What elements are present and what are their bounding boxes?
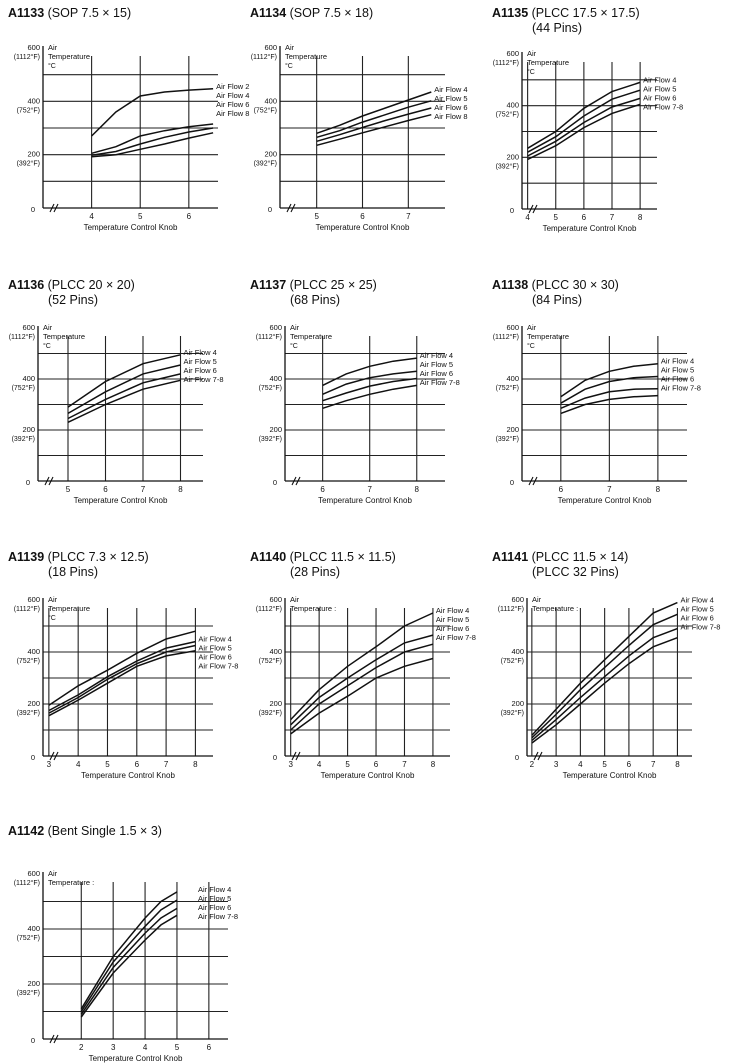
x-tick-label: 4: [316, 760, 322, 769]
series-label: Air Flow 5: [643, 84, 677, 94]
x-tick-label: 5: [553, 213, 558, 222]
chart-title-text: (PLCC 30 × 30): [528, 278, 619, 292]
chart-subtitle: (18 Pins): [48, 565, 99, 579]
chart-subtitle: (68 Pins): [290, 293, 341, 307]
series-label: Air Flow 6: [183, 365, 217, 375]
x-tick-label: 2: [79, 1043, 84, 1052]
chart-a1142: [8, 824, 248, 1064]
y-tick-label: 200: [506, 425, 519, 434]
x-axis-title: Temperature Control Knob: [542, 224, 637, 233]
y-tick-sublabel: (752°F): [495, 111, 519, 119]
chart-svg: [8, 550, 248, 790]
series-label: Air Flow 4: [680, 595, 714, 605]
y-axis-title: Temperature: [48, 52, 91, 61]
x-tick-label: 6: [320, 485, 325, 494]
y-tick-sublabel: (392°F): [11, 436, 35, 443]
x-tick-label: 8: [193, 760, 198, 769]
y-tick-sublabel: (752°F): [253, 107, 277, 115]
x-tick-label: 6: [581, 213, 587, 222]
chart-subtitle: (44 Pins): [532, 21, 583, 35]
chart-svg: [492, 6, 730, 246]
x-tick-label: 3: [288, 760, 293, 769]
chart-code: A1141: [492, 550, 529, 564]
y-tick-sublabel: (1112°F): [13, 54, 40, 61]
y-axis-unit: °C: [48, 615, 56, 622]
x-tick-label: 6: [558, 485, 564, 494]
chart-code: A1137: [250, 278, 287, 292]
x-axis-title: Temperature Control Knob: [88, 1054, 183, 1063]
series-line-air-flow-7-8: [49, 651, 196, 716]
y-tick-label: 600: [269, 323, 282, 332]
series-label: Air Flow 6: [434, 103, 468, 112]
y-tick-sublabel: (1112°F): [497, 606, 524, 613]
y-tick-sublabel: (392°F): [253, 160, 277, 168]
chart-title-text: (PLCC 11.5 × 14): [528, 550, 629, 564]
y-tick-sublabel: (752°F): [16, 658, 40, 665]
y-axis-title: Temperature: [43, 332, 86, 341]
series-label: Air Flow 2: [216, 81, 250, 91]
y-tick-sublabel: (392°F): [500, 710, 524, 717]
y-axis-unit: °C: [43, 343, 51, 350]
x-tick-label: 7: [140, 485, 146, 494]
y-axis-title: Air: [532, 595, 542, 604]
y-axis-title: Temperature :: [532, 604, 579, 613]
x-axis-title: Temperature Control Knob: [318, 496, 412, 505]
y-axis-title: Air: [48, 43, 58, 52]
x-tick-label: 5: [174, 1043, 180, 1052]
y-tick-sublabel: (752°F): [16, 107, 40, 115]
chart-a1136: [8, 278, 248, 518]
chart-code: A1139: [8, 550, 45, 564]
y-tick-label: 200: [506, 152, 519, 162]
y-zero-label: 0: [30, 1036, 35, 1045]
series-label: Air Flow 4: [183, 347, 217, 357]
series-label: Air Flow 5: [198, 643, 232, 653]
x-tick-label: 3: [553, 760, 559, 769]
series-label: Air Flow 6: [643, 93, 677, 103]
y-axis-unit: °C: [527, 343, 535, 350]
y-zero-label: 0: [25, 478, 30, 487]
y-tick-label: 200: [264, 149, 277, 159]
y-tick-label: 600: [269, 595, 282, 604]
series-line-air-flow-2: [92, 89, 214, 136]
y-tick-label: 400: [506, 374, 519, 383]
y-tick-sublabel: (1112°F): [492, 334, 519, 341]
series-label: Air Flow 5: [183, 356, 217, 366]
y-tick-sublabel: (1112°F): [13, 880, 40, 887]
series-label: Air Flow 6: [680, 613, 714, 623]
chart-a1135: [492, 6, 730, 246]
series-line-air-flow-6: [317, 108, 432, 141]
series-label: Air Flow 4: [198, 634, 232, 644]
x-tick-label: 8: [430, 760, 436, 769]
chart-code: A1133: [8, 6, 45, 20]
x-tick-label: 8: [655, 485, 661, 494]
chart-subtitle: (52 Pins): [48, 293, 99, 307]
y-tick-label: 600: [506, 323, 519, 332]
y-tick-sublabel: (752°F): [258, 658, 282, 665]
series-label: Air Flow 4: [435, 606, 470, 615]
series-label: Air Flow 6: [435, 624, 470, 633]
y-tick-label: 400: [269, 374, 282, 383]
y-tick-sublabel: (1112°F): [255, 606, 282, 613]
x-axis-title: Temperature Control Knob: [320, 771, 415, 780]
chart-a1139: [8, 550, 248, 790]
y-axis-title: Air: [48, 595, 58, 604]
y-tick-label: 200: [269, 699, 282, 708]
y-axis-title: Temperature :: [48, 878, 95, 887]
y-tick-label: 200: [22, 425, 35, 434]
y-axis-unit: °C: [290, 343, 298, 350]
x-tick-label: 6: [626, 760, 632, 769]
x-axis-title: Temperature Control Knob: [562, 771, 657, 780]
y-tick-label: 400: [264, 96, 277, 106]
y-tick-label: 200: [269, 425, 282, 434]
series-label: Air Flow 5: [435, 615, 470, 624]
y-tick-label: 600: [511, 595, 524, 604]
x-tick-label: 6: [186, 212, 192, 221]
y-tick-sublabel: (752°F): [11, 385, 35, 392]
series-label: Air Flow 8: [216, 108, 250, 118]
series-label: Air Flow 4: [216, 90, 250, 100]
y-tick-label: 200: [511, 699, 524, 708]
y-tick-sublabel: (392°F): [258, 710, 282, 717]
y-axis-title: Air: [285, 43, 295, 52]
chart-a1137: [250, 278, 490, 518]
y-tick-label: 400: [506, 100, 519, 110]
x-tick-label: 6: [103, 485, 108, 494]
x-tick-label: 7: [609, 213, 615, 222]
y-zero-label: 0: [30, 205, 35, 214]
chart-title-text: (SOP 7.5 × 18): [286, 6, 374, 20]
y-zero-label: 0: [272, 753, 277, 762]
x-tick-label: 4: [578, 760, 583, 769]
series-label: Air Flow 7-8: [680, 622, 721, 632]
series-label: Air Flow 6: [216, 99, 250, 109]
x-tick-label: 2: [529, 760, 535, 769]
series-label: Air Flow 4: [643, 75, 677, 85]
series-label: Air Flow 4: [660, 356, 695, 366]
y-tick-label: 600: [27, 595, 40, 604]
series-label: Air Flow 7-8: [660, 383, 701, 393]
chart-a1140: [250, 550, 490, 790]
x-tick-label: 8: [637, 213, 643, 222]
y-axis-title: Temperature: [285, 52, 328, 61]
chart-title-text: (SOP 7.5 × 15): [44, 6, 132, 20]
y-tick-sublabel: (1112°F): [250, 54, 277, 61]
x-tick-label: 7: [367, 485, 372, 494]
series-label: Air Flow 4: [419, 351, 454, 361]
x-tick-label: 3: [46, 760, 52, 769]
chart-svg: [250, 6, 490, 246]
x-tick-label: 6: [206, 1043, 212, 1052]
chart-subtitle: (28 Pins): [290, 565, 341, 579]
x-tick-label: 3: [110, 1043, 116, 1052]
series-line-air-flow-7-8: [81, 915, 177, 1017]
y-tick-sublabel: (392°F): [495, 163, 519, 171]
chart-svg: [492, 278, 730, 518]
y-tick-sublabel: (1112°F): [8, 334, 35, 341]
y-tick-label: 600: [506, 49, 519, 58]
y-tick-label: 400: [269, 647, 282, 656]
chart-svg: [8, 824, 248, 1064]
y-axis-title: Temperature: [527, 332, 570, 341]
chart-svg: [250, 550, 490, 790]
chart-code: A1135: [492, 6, 529, 20]
y-axis-unit: °C: [48, 63, 56, 70]
chart-code: A1142: [8, 824, 45, 838]
y-axis-title: Air: [43, 323, 53, 332]
y-tick-label: 400: [511, 647, 524, 656]
y-tick-label: 600: [264, 43, 277, 52]
y-axis-title: Temperature: [48, 604, 91, 613]
x-tick-label: 5: [137, 212, 143, 221]
y-tick-label: 600: [22, 323, 35, 332]
series-label: Air Flow 8: [434, 112, 468, 121]
y-tick-sublabel: (1112°F): [492, 60, 519, 67]
x-tick-label: 7: [406, 212, 411, 221]
x-tick-label: 8: [414, 485, 419, 494]
series-label: Air Flow 7-8: [419, 378, 460, 388]
y-tick-label: 400: [22, 374, 35, 383]
y-tick-sublabel: (1112°F): [13, 606, 40, 613]
y-axis-title: Air: [48, 869, 58, 878]
y-zero-label: 0: [30, 753, 35, 762]
x-tick-label: 8: [178, 485, 183, 494]
chart-svg: [492, 550, 730, 790]
chart-svg: [250, 278, 490, 518]
y-tick-sublabel: (752°F): [500, 658, 524, 665]
chart-title-text: (PLCC 11.5 × 11.5): [286, 550, 396, 564]
series-label: Air Flow 5: [198, 893, 232, 903]
x-axis-title: Temperature Control Knob: [83, 223, 178, 232]
chart-title-text: (Bent Single 1.5 × 3): [44, 824, 162, 838]
x-tick-label: 4: [89, 212, 94, 221]
series-label: Air Flow 5: [660, 365, 695, 375]
chart-title-text: (PLCC 25 × 25): [286, 278, 377, 292]
x-tick-label: 5: [65, 485, 71, 494]
chart-a1133: [8, 6, 248, 246]
y-axis-title: Temperature :: [290, 604, 337, 613]
series-line-air-flow-4: [68, 355, 181, 407]
y-zero-label: 0: [509, 478, 514, 487]
chart-code: A1134: [250, 6, 287, 20]
y-tick-sublabel: (392°F): [16, 990, 40, 997]
y-tick-sublabel: (392°F): [258, 436, 282, 443]
x-tick-label: 7: [607, 485, 612, 494]
x-tick-label: 6: [373, 760, 379, 769]
y-axis-title: Temperature: [290, 332, 333, 341]
y-tick-label: 600: [27, 43, 40, 52]
y-tick-sublabel: (752°F): [495, 385, 519, 392]
x-axis-title: Temperature Control Knob: [73, 496, 168, 505]
x-tick-label: 4: [525, 213, 530, 222]
y-tick-sublabel: (392°F): [16, 710, 40, 717]
y-tick-sublabel: (1112°F): [255, 334, 282, 341]
series-label: Air Flow 7-8: [643, 102, 684, 112]
x-tick-label: 7: [650, 760, 656, 769]
x-tick-label: 6: [134, 760, 140, 769]
y-tick-sublabel: (392°F): [16, 160, 40, 168]
y-tick-label: 600: [27, 869, 40, 878]
series-label: Air Flow 4: [198, 884, 232, 894]
y-zero-label: 0: [267, 205, 272, 214]
series-line-air-flow-6: [49, 646, 196, 714]
y-tick-label: 200: [27, 979, 40, 988]
x-tick-label: 5: [345, 760, 350, 769]
x-tick-label: 4: [142, 1043, 148, 1052]
series-label: Air Flow 6: [660, 374, 695, 384]
chart-title-text: (PLCC 7.3 × 12.5): [44, 550, 149, 564]
x-tick-label: 4: [75, 760, 81, 769]
chart-title-text: (PLCC 17.5 × 17.5): [528, 6, 640, 20]
series-line-air-flow-7-8: [68, 380, 181, 422]
y-tick-label: 400: [27, 647, 40, 656]
x-axis-title: Temperature Control Knob: [81, 771, 175, 780]
x-tick-label: 5: [602, 760, 607, 769]
y-zero-label: 0: [514, 753, 519, 762]
chart-svg: [8, 278, 248, 518]
chart-subtitle: (84 Pins): [532, 293, 583, 307]
y-tick-label: 200: [27, 699, 40, 708]
chart-title-text: (PLCC 20 × 20): [44, 278, 135, 292]
chart-a1141: [492, 550, 730, 790]
x-tick-label: 6: [360, 212, 365, 221]
series-label: Air Flow 7-8: [435, 633, 476, 642]
series-line-air-flow-6: [92, 128, 214, 155]
series-label: Air Flow 6: [419, 369, 454, 379]
series-label: Air Flow 5: [434, 94, 468, 103]
y-axis-title: Temperature: [527, 58, 570, 67]
series-label: Air Flow 6: [198, 652, 232, 662]
series-line-air-flow-8: [317, 115, 432, 146]
x-tick-label: 5: [314, 212, 319, 221]
y-axis-title: Air: [527, 49, 537, 58]
series-label: Air Flow 4: [434, 85, 468, 94]
y-axis-unit: °C: [527, 69, 535, 76]
series-label: Air Flow 7-8: [183, 374, 224, 384]
chart-code: A1140: [250, 550, 287, 564]
y-axis-title: Air: [290, 595, 300, 604]
x-tick-label: 7: [402, 760, 407, 769]
chart-code: A1138: [492, 278, 529, 292]
x-tick-label: 8: [675, 760, 680, 769]
series-label: Air Flow 7-8: [198, 911, 239, 921]
x-tick-label: 5: [105, 760, 110, 769]
series-label: Air Flow 5: [419, 360, 454, 370]
chart-a1134: [250, 6, 490, 246]
y-tick-label: 400: [27, 924, 40, 933]
series-label: Air Flow 5: [680, 604, 714, 614]
x-axis-title: Temperature Control Knob: [315, 223, 410, 232]
x-axis-title: Temperature Control Knob: [557, 496, 652, 505]
y-tick-sublabel: (752°F): [258, 385, 282, 392]
y-zero-label: 0: [509, 206, 514, 215]
y-tick-label: 200: [27, 149, 40, 159]
y-axis-title: Air: [290, 323, 300, 332]
y-tick-sublabel: (752°F): [16, 935, 40, 942]
series-line-air-flow-8: [92, 133, 214, 157]
y-zero-label: 0: [272, 478, 277, 487]
y-axis-unit: °C: [285, 63, 293, 70]
y-tick-sublabel: (392°F): [495, 436, 519, 443]
chart-code: A1136: [8, 278, 45, 292]
series-label: Air Flow 6: [198, 902, 232, 912]
y-tick-label: 400: [27, 96, 40, 106]
chart-svg: [8, 6, 248, 246]
chart-subtitle: (PLCC 32 Pins): [532, 565, 619, 579]
chart-a1138: [492, 278, 730, 518]
y-axis-title: Air: [527, 323, 537, 332]
x-tick-label: 7: [163, 760, 169, 769]
series-label: Air Flow 7-8: [198, 661, 239, 671]
